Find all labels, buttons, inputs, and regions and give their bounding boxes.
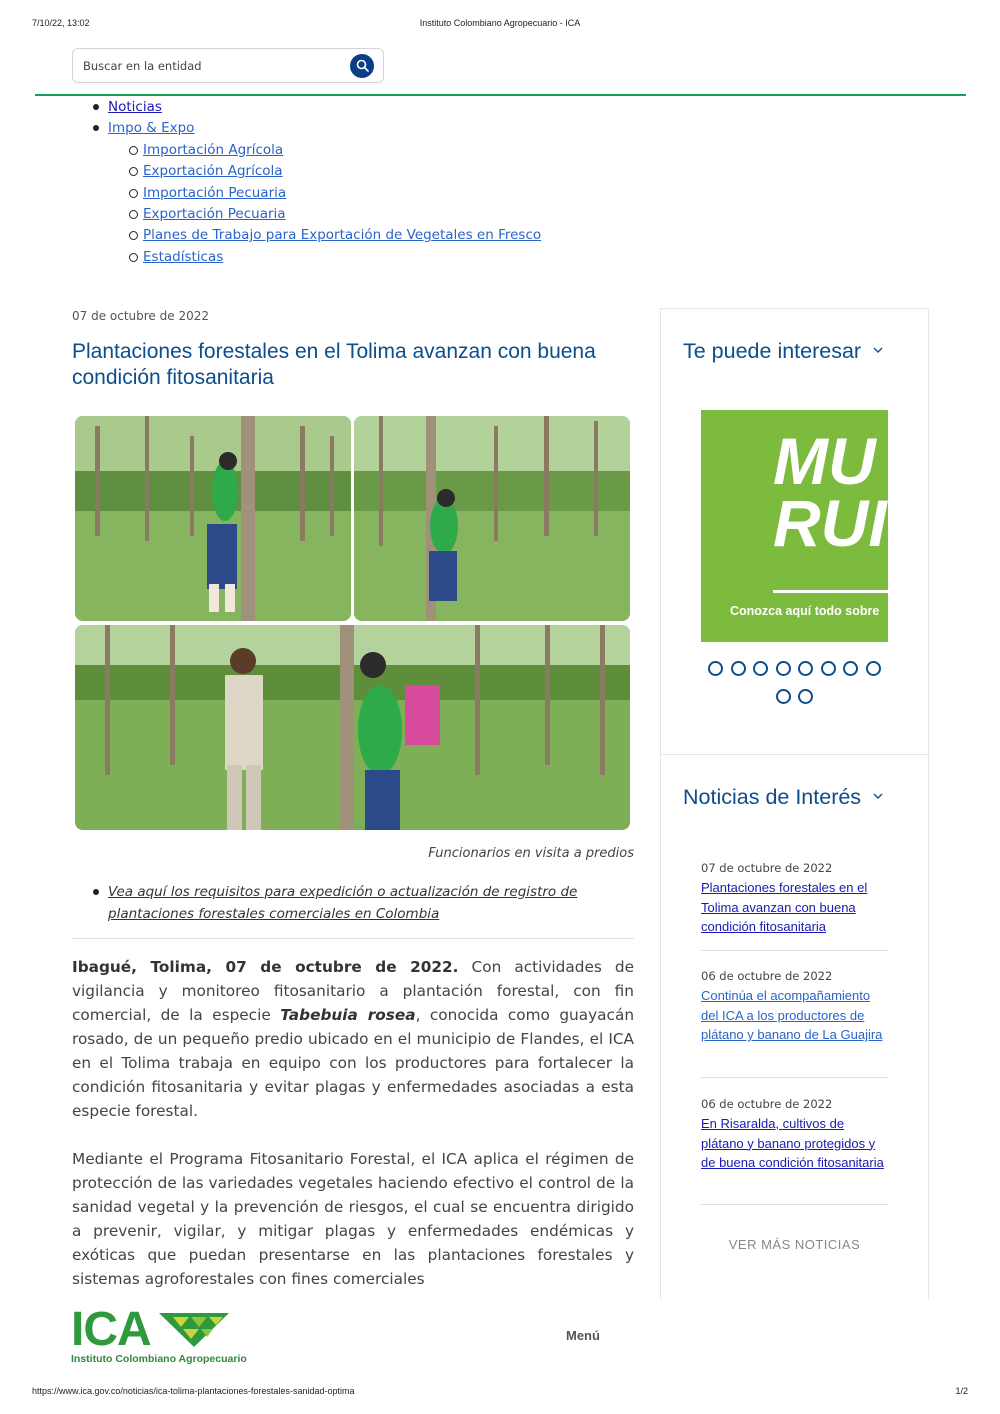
nav-subitem <box>92 205 692 226</box>
nav-link-planes-de-trabajo[interactable]: Planes de Trabajo para Exportación de Vegetales en Fresco <box>143 227 542 244</box>
print-footer <box>32 1386 968 1398</box>
search-icon <box>356 57 369 76</box>
news-title: Noticias de Interés <box>683 785 862 809</box>
divider <box>72 938 634 939</box>
print-page-title: Instituto Colombiano Agropecuario - ICA <box>419 18 581 28</box>
logo-emblem-icon <box>159 1311 229 1349</box>
nav-subitem <box>92 141 692 162</box>
sidebar <box>660 308 929 1300</box>
article-title: Plantaciones forestales en el Tolima avanzan con buena condición fitosanitaria <box>72 340 596 389</box>
article-photo-1 <box>75 416 351 621</box>
chevron-down-icon <box>873 343 883 357</box>
news-divider <box>701 950 888 951</box>
print-timestamp: 7/10/22, 13:02 <box>32 18 90 28</box>
nav-link-importacion-agricola[interactable]: Importación Agrícola <box>143 141 284 158</box>
nav-subitem <box>92 184 692 205</box>
search-input[interactable] <box>83 58 343 74</box>
carousel-dot[interactable] <box>776 661 791 676</box>
nav-link-impo-expo[interactable]: Impo & Expo <box>108 120 195 137</box>
interest-section-header[interactable] <box>683 339 861 364</box>
carousel-dot[interactable] <box>731 661 746 676</box>
carousel-dot[interactable] <box>798 689 813 704</box>
news-item <box>701 1097 889 1173</box>
article-paragraph-2: Mediante el Programa Fitosanitario Forestal, el ICA aplica el régimen de protección de las variedades vegetales haciendo efectivo el control de la sanidad vegetal y la prevención de riesgos, el cual se encuentra dirigido a prevenir, vigilar, y mitigar plagas y enfermedades endémicas y exóticas que puedan presentarse en las plantaciones forestales y sistemas agroforestales con fines comerciales <box>72 1150 634 1288</box>
paragraph-text: , conocida como guayacán rosado, de un pequeño predio ubicado en el municipio de Flandes, el ICA en el Tolima trabaja en equipo con los productores para fortalecer la condición fitosanitaria y evitar plagas y enfermedades asociadas a esta especie forestal. <box>72 1006 635 1120</box>
nav-link-estadisticas[interactable]: Estadísticas <box>143 248 224 265</box>
article-paragraph-1 <box>72 955 634 1123</box>
paragraph-text: Con actividades de vigilancia y monitoreo fitosanitario a plantación forestal, con fin comercial, de la especie <box>72 958 635 1024</box>
carousel-dot[interactable] <box>753 661 768 676</box>
print-page-number: 1/2 <box>955 1386 968 1396</box>
news-section-header[interactable] <box>683 785 861 810</box>
logo-subtitle: Instituto Colombiano Agropecuario <box>71 1353 247 1365</box>
requirements-list-item <box>92 882 632 925</box>
more-news-button[interactable]: VER MÁS NOTICIAS <box>728 1237 861 1252</box>
news-item <box>701 861 889 937</box>
article-photo-3 <box>75 625 630 830</box>
header-divider <box>35 94 966 96</box>
nav-subitem <box>92 248 692 269</box>
nav-link-exportacion-agricola[interactable]: Exportación Agrícola <box>143 163 283 180</box>
logo-wordmark: ICA <box>71 1303 151 1356</box>
carousel-dot[interactable] <box>866 661 881 676</box>
promo-banner[interactable] <box>701 410 888 642</box>
print-header <box>32 18 968 30</box>
search-button[interactable] <box>350 54 374 78</box>
menu-button[interactable]: Menú <box>566 1328 600 1343</box>
nav-link-importacion-pecuaria[interactable]: Importación Pecuaria <box>143 184 287 201</box>
species-name: Tabebuia rosea <box>280 1006 416 1024</box>
nav-subitem <box>92 162 692 183</box>
interest-title: Te puede interesar <box>683 339 862 363</box>
carousel-dot[interactable] <box>708 661 723 676</box>
ica-logo[interactable] <box>71 1303 247 1369</box>
news-link[interactable]: Continúa el acompañamiento del ICA a los productores de plátano y banano de La Guajira <box>701 988 883 1042</box>
sidebar-divider <box>661 754 928 755</box>
banner-rule <box>773 590 888 593</box>
carousel-dot[interactable] <box>821 661 836 676</box>
search-box <box>72 48 384 83</box>
dateline: Ibagué, Tolima, 07 de octubre de 2022. <box>72 958 459 976</box>
photo-caption: Funcionarios en visita a predios <box>428 846 634 861</box>
nav-link-noticias[interactable]: Noticias <box>108 99 162 115</box>
news-date: 07 de octubre de 2022 <box>701 861 833 875</box>
carousel-dot[interactable] <box>843 661 858 676</box>
chevron-down-icon <box>873 789 883 803</box>
nav-item-impo-expo <box>92 119 692 140</box>
print-url: https://www.ica.gov.co/noticias/ica-tolima-plantaciones-forestales-sanidad-optima <box>32 1386 355 1396</box>
news-divider <box>701 1077 888 1078</box>
news-link[interactable]: En Risaralda, cultivos de plátano y banano protegidos y de buena condición fitosanitaria <box>701 1116 884 1170</box>
article-photo-2 <box>354 416 630 621</box>
banner-tagline: Conozca aquí todo sobre <box>730 604 880 618</box>
carousel-dot[interactable] <box>798 661 813 676</box>
news-item <box>701 969 889 1045</box>
news-date: 06 de octubre de 2022 <box>701 1097 833 1111</box>
nav-item-noticias <box>92 98 692 119</box>
news-date: 06 de octubre de 2022 <box>701 969 833 983</box>
carousel-dot[interactable] <box>776 689 791 704</box>
article-date: 07 de octubre de 2022 <box>72 309 209 323</box>
nav-link-exportacion-pecuaria[interactable]: Exportación Pecuaria <box>143 205 286 222</box>
requirements-link[interactable]: Vea aquí los requisitos para expedición o actualización de registro de plantaciones forestales comerciales en Colombia <box>108 884 578 922</box>
news-link[interactable]: Plantaciones forestales en el Tolima avanzan con buena condición fitosanitaria <box>701 880 868 934</box>
main-nav <box>92 98 692 269</box>
nav-subitem <box>92 226 692 247</box>
banner-headline: MU RUI <box>773 424 887 560</box>
news-divider <box>701 1204 888 1205</box>
